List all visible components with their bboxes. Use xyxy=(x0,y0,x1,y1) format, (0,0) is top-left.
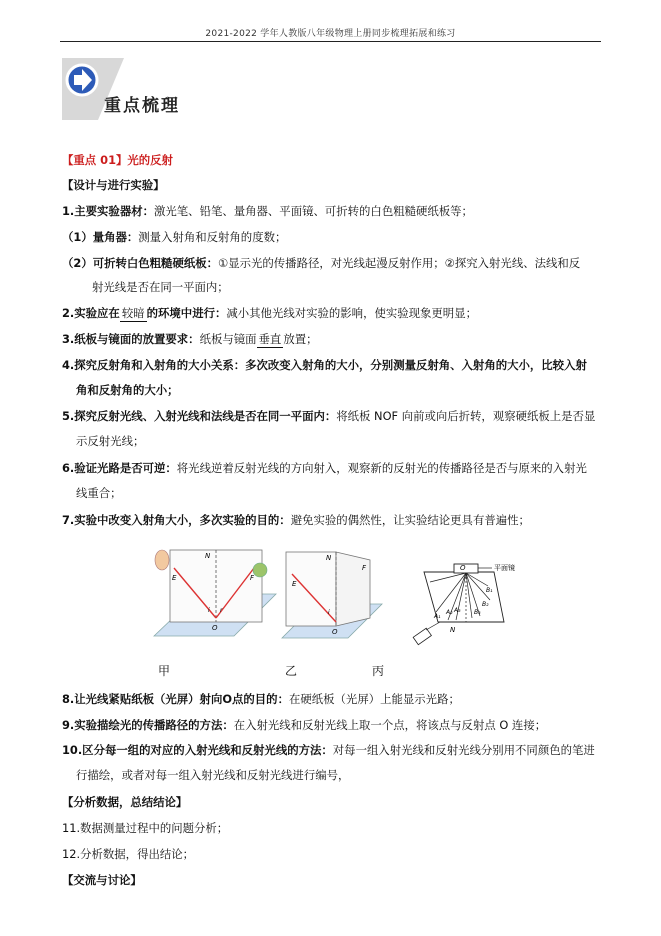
bing-label-A2: A₂ xyxy=(446,609,453,616)
yi-label-E: E xyxy=(292,580,297,588)
item-8: 8.让光线紧贴纸板（光屏）射向O点的目的：在硬纸板（光屏）上能显示光路； xyxy=(62,692,460,706)
item-6-cont: 线重合； xyxy=(76,486,122,500)
jia-label-r: r xyxy=(220,607,223,614)
figure-jia xyxy=(150,546,280,646)
item-1: 1.主要实验器材：激光笔、铅笔、量角器、平面镜、可折转的白色粗糙硬纸板等； xyxy=(62,204,473,218)
yi-label-N: N xyxy=(326,554,332,562)
figure-bing xyxy=(410,556,520,656)
item-10: 10.区分每一组的对应的入射光线和反射光线的方法：对每一组入射光线和反射光线分别用不同颜色的笔进 xyxy=(62,743,595,757)
bing-label-N: N xyxy=(450,626,456,634)
item-5-cont: 示反射光线； xyxy=(76,434,145,448)
item-6: 6.验证光路是否可逆：将光线逆着反射光线的方向射入，观察新的反射光的传播路径是否与原来的入射光 xyxy=(62,461,587,475)
item-5: 5.探究反射光线、入射光线和法线是否在同一平面内：将纸板 NOF 向前或向后折转，观察硬纸板上是否显 xyxy=(62,409,596,423)
figure-jia-label: 甲 xyxy=(158,664,171,678)
yi-label-O: O xyxy=(332,628,338,636)
yi-label-i: i xyxy=(328,609,330,616)
item-4: 4.探究反射角和入射角的大小关系：多次改变入射角的大小，分别测量反射角、入射角的大小，比较入射 xyxy=(62,358,587,372)
item-12: 12.分析数据，得出结论； xyxy=(62,847,195,861)
item-10-cont: 行描绘，或者对每一组入射光线和反射光线进行编号， xyxy=(76,768,350,782)
subheading-analysis: 【分析数据，总结结论】 xyxy=(62,795,188,809)
bing-label-mirror: 平面镜 xyxy=(494,564,515,572)
item-11: 11.数据测量过程中的问题分析； xyxy=(62,821,229,835)
yi-label-F: F xyxy=(362,564,367,572)
subheading-design: 【设计与进行实验】 xyxy=(62,178,165,192)
item-2: 2.实验应在 较暗 的环境中进行：减小其他光线对实验的影响，使实验现象更明显； xyxy=(62,306,477,320)
jia-label-O: O xyxy=(212,624,218,632)
banner-title: 重点梳理 xyxy=(104,96,180,116)
figure-yi-label: 乙 xyxy=(285,664,298,678)
bing-label-O: O xyxy=(460,564,466,572)
item-9: 9.实验描绘光的传播路径的方法：在入射光线和反射光线上取一个点，将该点与反射点 O 连接； xyxy=(62,718,547,732)
jia-label-E: E xyxy=(172,574,177,582)
jia-label-F: F xyxy=(250,574,255,582)
item-4-cont: 角和反射角的大小； xyxy=(76,383,179,397)
bing-label-B2: B₂ xyxy=(482,601,489,608)
item-1b-cont: 射光线是否在同一平面内； xyxy=(92,280,229,294)
bing-label-B3: B₃ xyxy=(474,609,481,616)
jia-label-N: N xyxy=(205,552,211,560)
subheading-discussion: 【交流与讨论】 xyxy=(62,873,142,887)
bing-label-A1: A₁ xyxy=(434,613,441,620)
figure-bing-label: 丙 xyxy=(372,664,385,678)
figure-yi xyxy=(278,548,388,646)
item-1b: （2）可折转白色粗糙硬纸板：①显示光的传播路径，对光线起漫反射作用；②探究入射光线、法线和反 xyxy=(62,256,581,270)
jia-label-i: i xyxy=(208,607,210,614)
item-1a: （1）量角器：测量入射角和反射角的度数； xyxy=(62,230,287,244)
section-title: 【重点 01】光的反射 xyxy=(62,153,173,167)
page-header: 2021-2022 学年人教版八年级物理上册同步梳理拓展和练习 xyxy=(205,29,456,39)
header-rule xyxy=(60,41,601,42)
item-3: 3.纸板与镜面的放置要求：纸板与镜面 垂直 放置； xyxy=(62,332,318,346)
item-7: 7.实验中改变入射角大小，多次实验的目的：避免实验的偶然性，让实验结论更具有普遍性； xyxy=(62,513,530,527)
bing-label-B1: B₁ xyxy=(486,587,493,594)
bing-label-A3: A₃ xyxy=(454,607,461,614)
